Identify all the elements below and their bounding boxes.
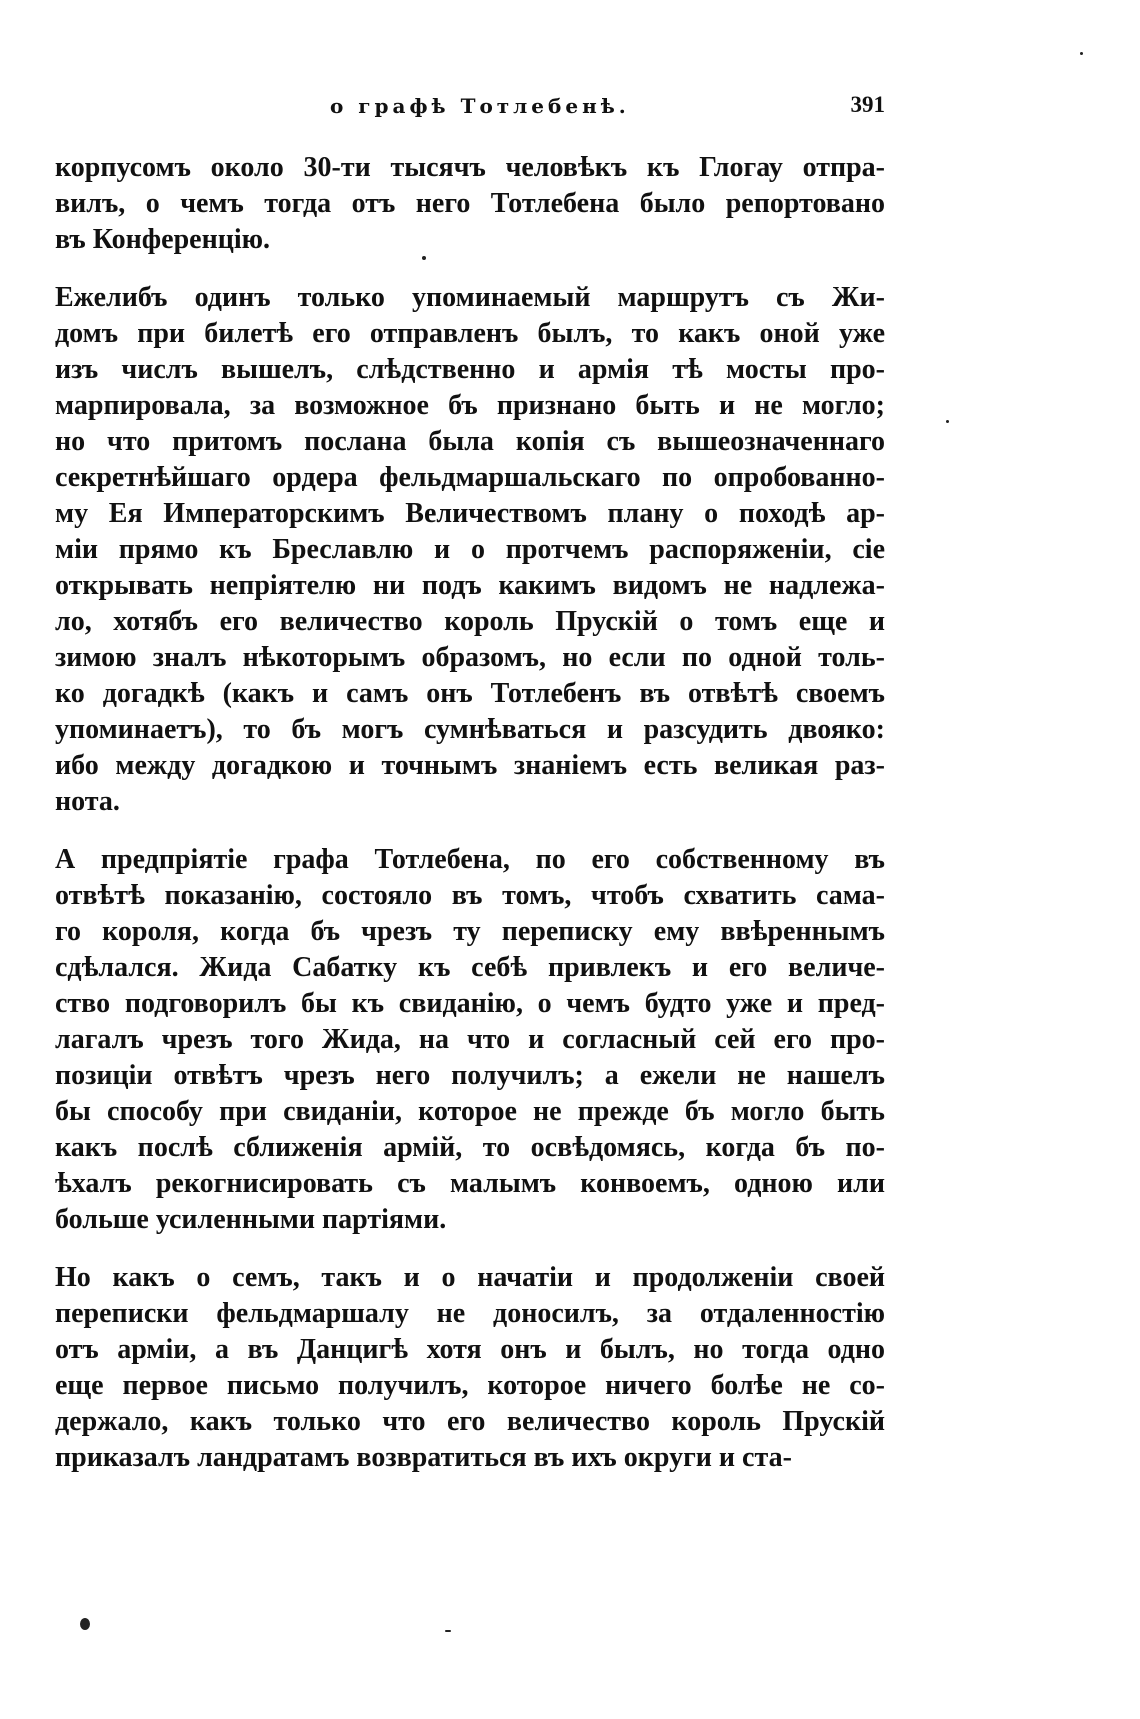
text-line: зимою зналъ нѣкоторымъ образомъ, но если по одной толь- <box>55 642 885 673</box>
text-line: му Ея Императорскимъ Величествомъ плану о походѣ ар- <box>55 498 885 529</box>
paragraph <box>55 280 885 820</box>
paragraph <box>55 842 885 1238</box>
text-line: лагалъ чрезъ того Жида, на что и согласный сей его про- <box>55 1024 885 1055</box>
page-header <box>55 88 885 128</box>
text-line: Но какъ о семъ, такъ и о начатіи и продолженіи своей <box>55 1262 885 1293</box>
text-line: сдѣлался. Жида Сабатку къ себѣ привлекъ и его величе- <box>55 952 885 983</box>
text-line: ство подговорилъ бы къ свиданію, о чемъ будто уже и пред- <box>55 988 885 1019</box>
print-speck <box>1080 52 1083 55</box>
text-line: отвѣтѣ показанію, состояло въ томъ, чтобъ схватить сама- <box>55 880 885 911</box>
page-number: 391 <box>850 92 885 117</box>
text-line: изъ числъ вышелъ, слѣдственно и армія тѣ мосты про- <box>55 354 885 385</box>
paragraph <box>55 150 885 258</box>
print-speck <box>946 420 949 423</box>
print-speck <box>445 1630 451 1632</box>
text-line: упоминаетъ), то бъ могъ сумнѣваться и разсудить двояко: <box>55 714 885 745</box>
text-line: какъ послѣ сближенія армій, то освѣдомясь, когда бъ по- <box>55 1132 885 1163</box>
text-line: Ежелибъ одинъ только упоминаемый маршрутъ съ Жи- <box>55 282 885 313</box>
text-line: больше усиленными партіями. <box>55 1204 447 1235</box>
paragraph <box>55 1260 885 1476</box>
text-line: нота. <box>55 786 120 817</box>
text-line: секретнѣйшаго ордера фельдмаршальскаго по опробованно- <box>55 462 885 493</box>
text-line: А предпріятіе графа Тотлебена, по его собственному въ <box>55 844 885 875</box>
text-line: держало, какъ только что его величество король Прускій <box>55 1406 885 1437</box>
text-line: го короля, когда бъ чрезъ ту переписку ему ввѣреннымъ <box>55 916 885 947</box>
body-text <box>55 150 885 1498</box>
text-line: въ Конференцію. <box>55 224 271 255</box>
text-line: марпировала, за возможное бъ признано быть и не могло; <box>55 390 885 421</box>
running-title: о графѣ Тотлебенѣ. <box>330 94 630 118</box>
text-line: корпусомъ около 30-ти тысячъ человѣкъ къ Глогау отпра- <box>55 152 885 183</box>
text-line: бы способу при свиданіи, которое не прежде бъ могло быть <box>55 1096 885 1127</box>
text-line: но что притомъ послана была копія съ вышеозначеннаго <box>55 426 885 457</box>
text-line: приказалъ ландратамъ возвратиться въ ихъ округи и ста- <box>55 1442 792 1473</box>
text-line: ло, хотябъ его величество король Прускій о томъ еще и <box>55 606 885 637</box>
text-line: ко догадкѣ (какъ и самъ онъ Тотлебенъ въ отвѣтѣ своемъ <box>55 678 885 709</box>
text-line: отъ арміи, а въ Данцигѣ хотя онъ и былъ, но тогда одно <box>55 1334 885 1365</box>
text-line: открывать непріятелю ни подъ какимъ видомъ не надлежа- <box>55 570 885 601</box>
text-line: вилъ, о чемъ тогда отъ него Тотлебена было репортовано <box>55 188 885 219</box>
print-speck <box>422 256 426 260</box>
text-line: позиціи отвѣтъ чрезъ него получилъ; а ежели не нашелъ <box>55 1060 885 1091</box>
text-line: міи прямо къ Бреславлю и о протчемъ распоряженіи, сіе <box>55 534 885 565</box>
text-line: домъ при билетѣ его отправленъ былъ, то какъ оной уже <box>55 318 885 349</box>
text-line: ѣхалъ рекогнисировать съ малымъ конвоемъ, одною или <box>55 1168 885 1199</box>
print-speck <box>80 1618 90 1630</box>
text-line: ибо между догадкою и точнымъ знаніемъ есть великая раз- <box>55 750 885 781</box>
text-line: еще первое письмо получилъ, которое ничего болѣе не со- <box>55 1370 885 1401</box>
text-line: переписки фельдмаршалу не доносилъ, за отдаленностію <box>55 1298 885 1329</box>
